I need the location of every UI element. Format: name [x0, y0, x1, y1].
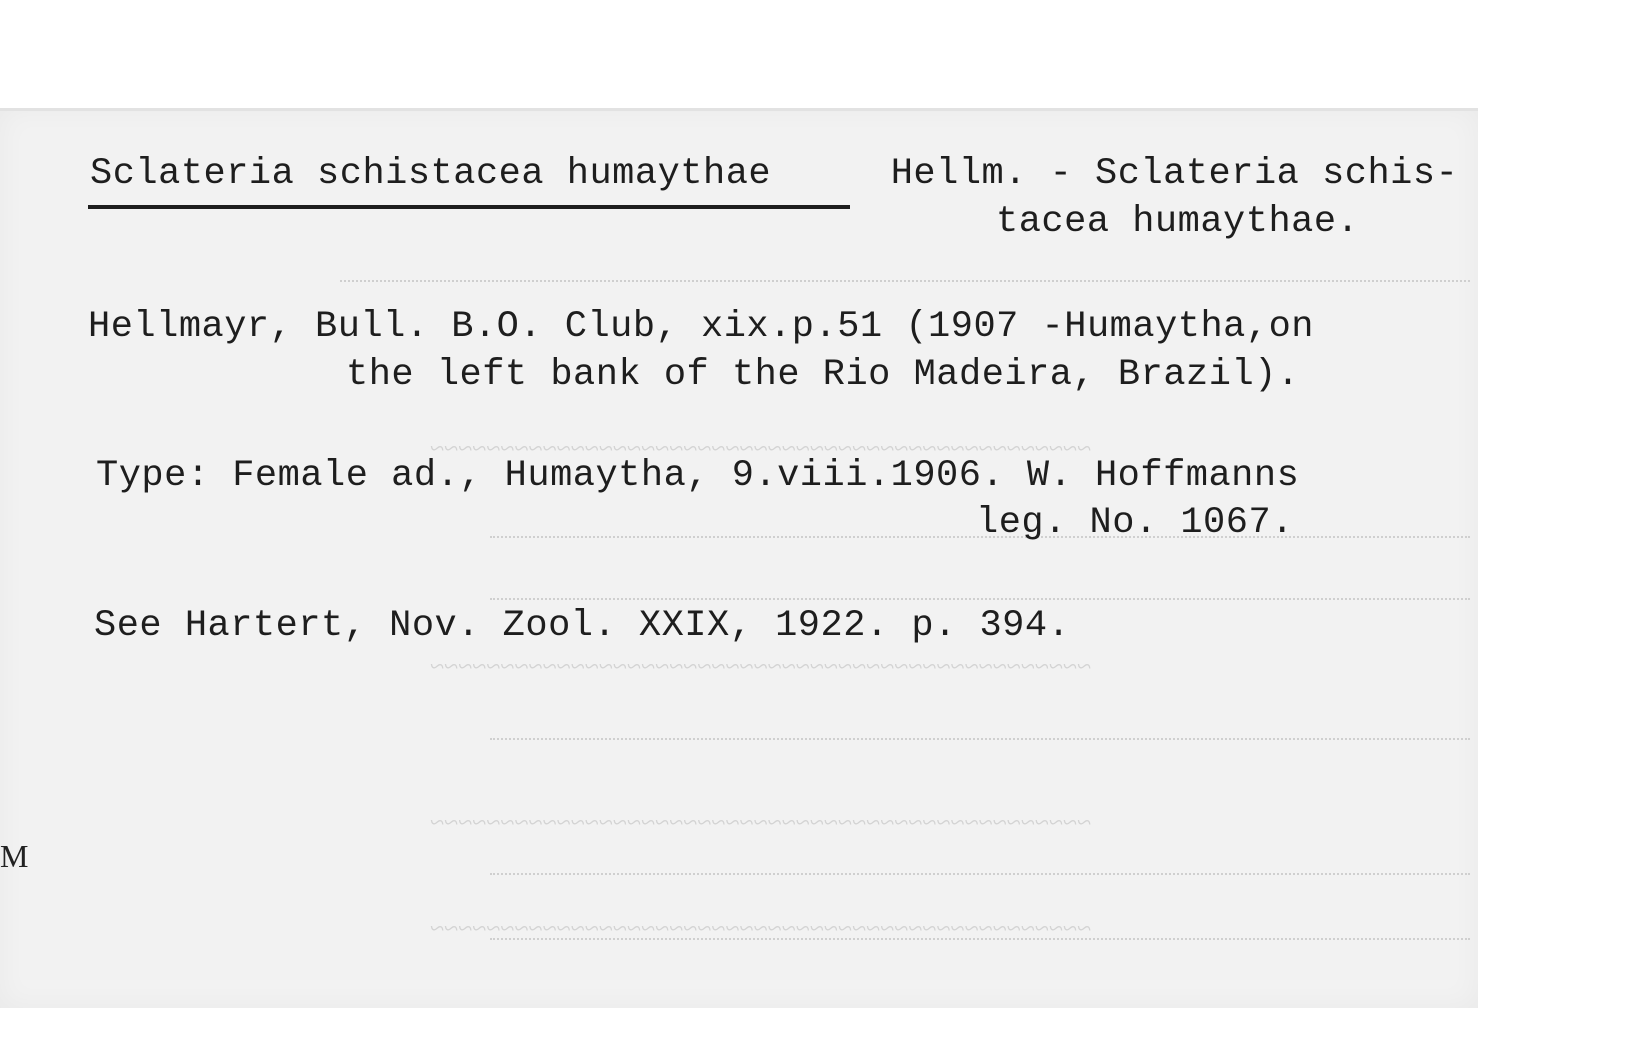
- type-specimen-line-1: Type: Female ad., Humaytha, 9.viii.1906. W. Hoffmanns: [96, 455, 1300, 497]
- show-through-rule: [490, 873, 1470, 875]
- show-through-rule: [340, 280, 1470, 282]
- show-through-mark: ~~~~~~~~~~~~~~~~~~~~~~~~~~~~~~~~~~~~~~~~~~~~~~~: [430, 434, 1092, 463]
- show-through-mark: ~~~~~~~~~~~~~~~~~~~~~~~~~~~~~~~~~~~~~~~~~~~~~~~: [430, 914, 1092, 943]
- taxon-name-line-2: tacea humaythae.: [996, 201, 1360, 243]
- show-through-rule: [490, 738, 1470, 740]
- taxon-name-continuation: Hellm. - Sclateria schis-: [868, 153, 1459, 195]
- specimen-index-card: [0, 108, 1478, 1008]
- card-top-edge: [0, 108, 1478, 111]
- reference-line-2: the left bank of the Rio Madeira, Brazil).: [346, 354, 1300, 396]
- reference-line-1: Hellmayr, Bull. B.O. Club, xix.p.51 (1907 -Humaytha,on: [88, 306, 1314, 348]
- show-through-mark: ~~~~~~~~~~~~~~~~~~~~~~~~~~~~~~~~~~~~~~~~~~~~~~~: [430, 652, 1092, 681]
- edge-text: M: [0, 838, 29, 874]
- taxon-name: Sclateria schistacea humaythae: [90, 153, 772, 195]
- see-also-reference: See Hartert, Nov. Zool. XXIX, 1922. p. 394.: [94, 605, 1071, 647]
- show-through-rule: [490, 598, 1470, 600]
- show-through-mark: ~~~~~~~~~~~~~~~~~~~~~~~~~~~~~~~~~~~~~~~~~~~~~~~: [430, 808, 1092, 837]
- type-specimen-line-2: leg. No. 1067.: [976, 502, 1294, 544]
- taxon-name-underline: [88, 205, 850, 209]
